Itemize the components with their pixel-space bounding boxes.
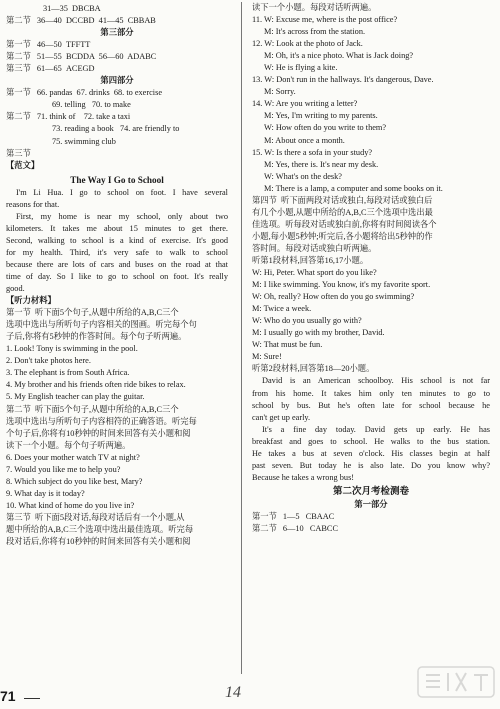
transcript-line: 12. W: Look at the photo of Jack.: [252, 39, 363, 49]
transcript-line: Because he takes a wrong bus!: [252, 472, 355, 482]
right-column: [252, 2, 490, 535]
essay-line: kilometers. It takes me about 15 minutes to get there.: [6, 223, 228, 233]
essay-line: I'm Li Hua. I go to school on foot. I have several: [16, 187, 228, 197]
answer-line: 第一节 1—5 CBAAC: [252, 511, 335, 521]
transcript-line: 15. W: Is there a sofa in your study?: [252, 147, 373, 157]
instruction-line: 佳选项。听每段对话或独白前,你将有时间阅读各个: [252, 219, 437, 229]
answer-line: 第二节 36—40 DCCBD 41—45 CBBAB: [6, 16, 156, 26]
handwritten-note: 14: [225, 684, 241, 701]
instruction-line: 读下一个小题。每个句子听两遍。: [6, 440, 131, 450]
transcript-line: M: Yes, I'm writing to my parents.: [264, 111, 378, 121]
transcript-line: M: Sorry.: [264, 87, 296, 97]
transcript-line: M: Yes, there is. It's near my desk.: [264, 159, 379, 169]
instruction-line: 段对话后,你将有10秒钟的时间来回答有关小题和阅: [6, 537, 191, 547]
transcript-line: M: Twice a week.: [252, 304, 312, 314]
essay-line: Second, walking to school is a kind of exercise. It's good: [6, 235, 228, 245]
transcript-line: 9. What day is it today?: [6, 488, 85, 498]
transcript-line: W: He is flying a kite.: [264, 63, 338, 73]
transcript-line: from his home. It takes him only ten minutes to go to: [252, 388, 490, 398]
instruction-line: 第一节 听下面5个句子,从题中所给的A,B,C三个: [6, 308, 179, 318]
section-heading: 第四部分: [100, 76, 134, 86]
answer-line: 第二节 51—55 BCDDA 56—60 ADABC: [6, 52, 157, 62]
listening-material-label: 【听力材料】: [6, 296, 56, 306]
instruction-line: 小题,每小题5秒钟;听完后,各小题将给出5秒钟的作: [252, 231, 433, 241]
answer-line: 第二节 6—10 CABCC: [252, 523, 338, 533]
transcript-line: past seven. But today he is also late. Do you know why?: [252, 460, 490, 470]
transcript-line: M: Oh, it's a nice photo. What is Jack doing?: [264, 51, 414, 61]
instruction-line: 子后,你将有5秒钟的作答时间。每个句子听两遍。: [6, 332, 187, 342]
transcript-line: W: Hi, Peter. What sport do you like?: [252, 268, 377, 278]
transcript-line: W: Who do you usually go with?: [252, 316, 362, 326]
transcript-line: 5. My English teacher can play the guitar.: [6, 392, 145, 402]
transcript-line: M: I like swimming. You know, it's my favorite sport.: [252, 280, 431, 290]
transcript-line: 13. W: Don't run in the hallways. It's dangerous, Dave.: [252, 75, 434, 85]
transcript-line: It's a fine day today. David gets up early. He has: [262, 424, 490, 434]
transcript-line: 11. W: Excuse me, where is the post office?: [252, 15, 398, 25]
instruction-line: 第三节 听下面5段对话,每段对话后有一个小题,从: [6, 512, 185, 522]
essay-line: First, my home is near my school, only about two: [16, 211, 228, 221]
essay-line: good.: [6, 284, 25, 294]
transcript-line: can't get up early.: [252, 412, 311, 422]
answer-line: 75. swimming club: [52, 136, 116, 146]
transcript-line: M: There is a lamp, a computer and some books on it.: [264, 183, 443, 193]
instruction-line: 第四节 听下面两段对话或独白,每段对话或独白后: [252, 195, 433, 205]
transcript-line: 8. Which subject do you like best, Mary?: [6, 476, 143, 486]
instruction-line: 答时间。每段对话或独白听两遍。: [252, 243, 377, 253]
answer-line: 73. reading a book 74. are friendly to: [52, 124, 180, 134]
instruction-line: 第二节 听下面5个句子,从题中所给的A,B,C三个: [6, 404, 179, 414]
answer-line: 第二节 71. think of 72. take a taxi: [6, 112, 131, 122]
instruction-line: 选项中选出与所听句子内容相关的图画。听完每个句: [6, 320, 197, 330]
instruction-line: 个句子后,你将有10秒钟的时间来回答有关小题和阅: [6, 428, 191, 438]
transcript-line: 1. Look! Tony is swimming in the pool.: [6, 344, 138, 354]
instruction-line: 听第2段材料,回答第18—20小题。: [252, 364, 375, 374]
exam-title: 第二次月考检测卷: [332, 486, 409, 497]
footer-rule: [24, 698, 40, 699]
answer-line: 第三节: [6, 148, 31, 158]
answer-line: 31—35 DBCBA: [43, 4, 101, 13]
section-heading: 第三部分: [100, 28, 134, 38]
transcript-line: W: What's on the desk?: [264, 171, 342, 181]
essay-line: reasons for that.: [6, 199, 60, 209]
answer-line: 69. telling 70. to make: [52, 100, 131, 110]
left-column: [6, 3, 228, 548]
transcript-line: M: Sure!: [252, 352, 282, 362]
answer-line: 第一节 66. pandas 67. drinks 68. to exercise: [6, 88, 163, 98]
transcript-line: school by bus. But he's often late for school because he: [252, 400, 490, 410]
transcript-line: M: I usually go with my brother, David.: [252, 328, 385, 338]
model-essay-label: 【范文】: [6, 160, 40, 170]
essay-title: The Way I Go to School: [70, 174, 164, 185]
transcript-line: W: How often do you write to them?: [264, 123, 387, 133]
transcript-line: 6. Does your mother watch TV at night?: [6, 452, 140, 462]
section-heading: 第一部分: [354, 499, 388, 509]
transcript-line: W: Oh, really? How often do you go swimming?: [252, 292, 415, 302]
transcript-line: 14. W: Are you writing a letter?: [252, 99, 358, 109]
transcript-line: breakfast and goes to school. He walks to the bus station.: [252, 436, 490, 446]
column-divider: [241, 2, 242, 674]
transcript-line: 3. The elephant is from South Africa.: [6, 368, 130, 378]
transcript-line: 4. My brother and his friends often ride bikes to relax.: [6, 380, 186, 390]
essay-line: because there are lots of cars and buses on the road at that: [6, 259, 228, 269]
watermark-logo: [416, 663, 496, 701]
transcript-line: M: About once a month.: [264, 135, 345, 145]
transcript-line: 2. Don't take photos here.: [6, 356, 91, 366]
instruction-line: 听第1段材料,回答第16,17小题。: [252, 255, 369, 265]
transcript-line: David is an American schoolboy. His school is not far: [262, 376, 490, 386]
instruction-line: 题中所给的A,B,C三个选项中选出最佳选项。听完每: [6, 524, 194, 534]
instruction-line: 读下一个小题。每段对话听两遍。: [252, 3, 377, 12]
transcript-line: M: It's across from the station.: [264, 27, 366, 37]
instruction-line: 有几个小题,从题中所给的A,B,C三个选项中选出最: [252, 207, 433, 217]
essay-line: time of day. So I like to go to school on foot. It's really: [6, 271, 228, 281]
answer-line: 第三节 61—65 ACEGD: [6, 64, 95, 74]
transcript-line: He takes a bus at seven o'clock. His classes begin at half: [252, 448, 490, 458]
transcript-line: 10. What kind of home do you live in?: [6, 500, 135, 510]
transcript-line: 7. Would you like me to help you?: [6, 464, 121, 474]
transcript-line: W: That must be fun.: [252, 340, 323, 350]
answer-line: 第一节 46—50 TFFTT: [6, 40, 91, 50]
essay-line: for my health. Third, it's very safe to walk to school: [6, 247, 228, 257]
instruction-line: 选项中选出与所听句子内容相符的正确答语。听完每: [6, 416, 197, 426]
page-number: 71: [0, 688, 16, 704]
